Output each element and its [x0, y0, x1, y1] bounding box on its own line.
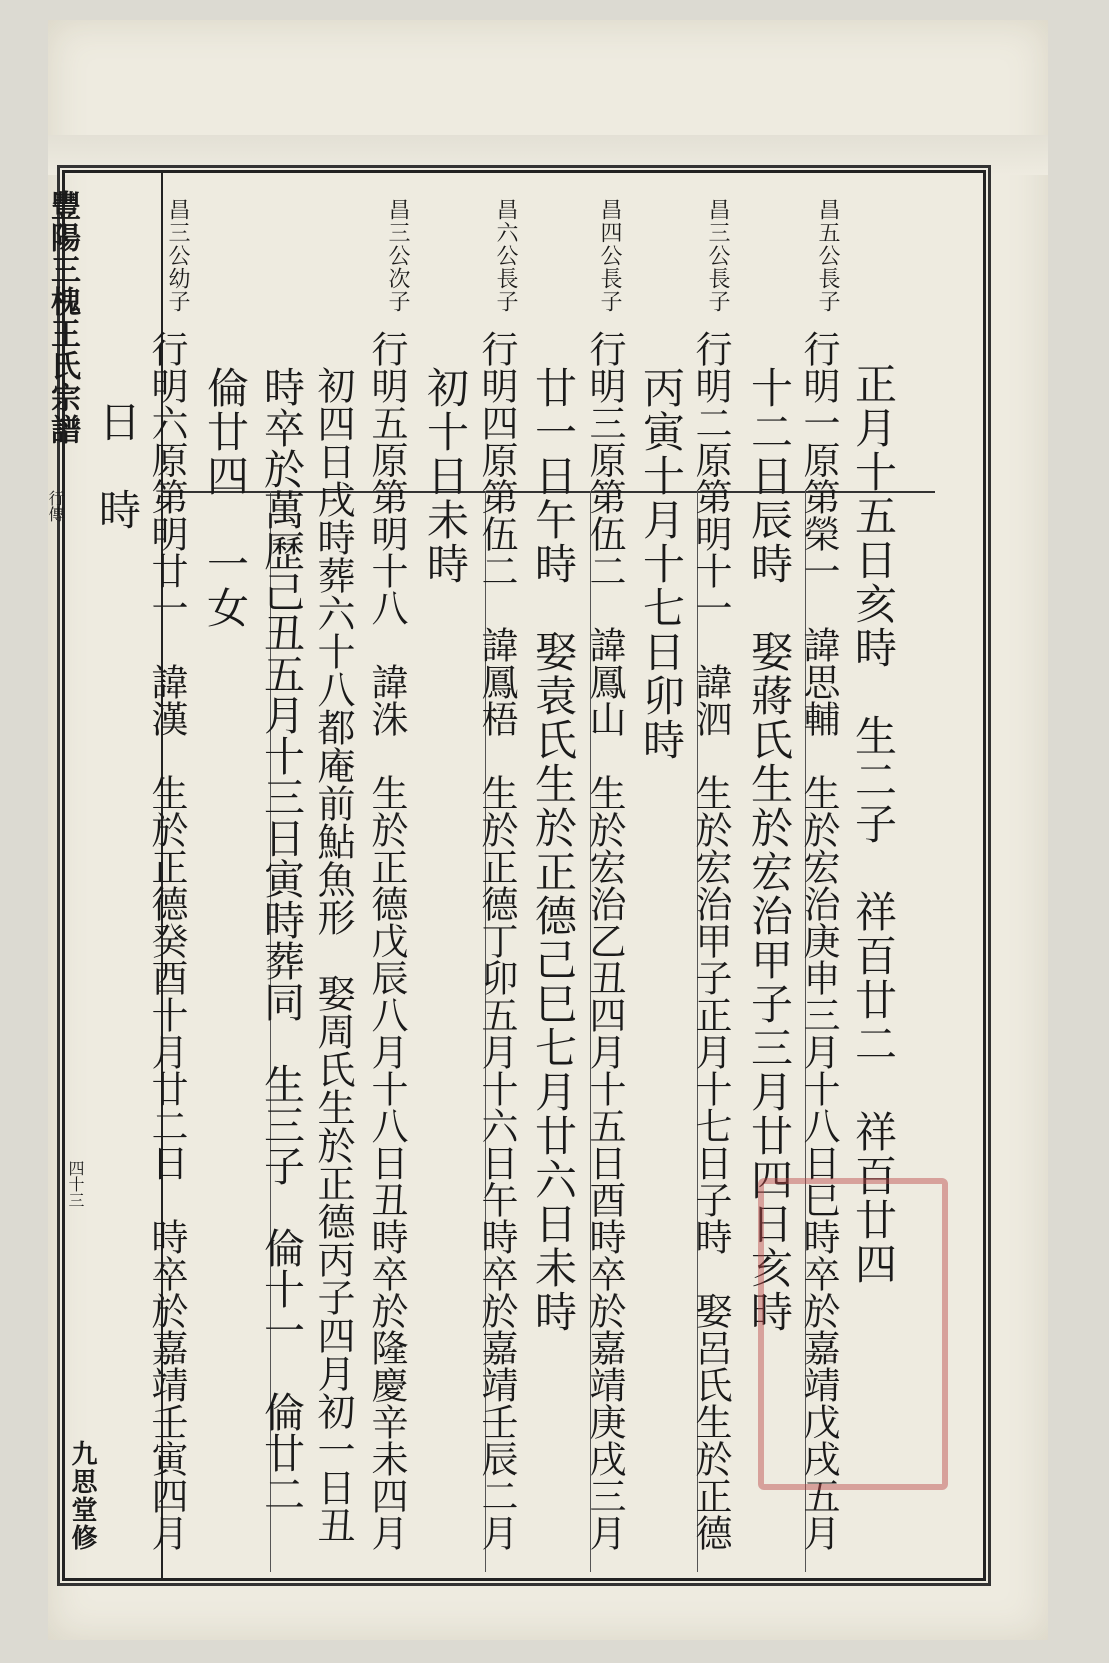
entry-line: 日 時 [93, 400, 142, 532]
footer-hall-name: 九思堂修 [67, 1440, 97, 1552]
entry-line: 行明一原第榮一 諱思輔 生於宏治庚申三月十八日巳時卒於嘉靖戊戌五月 [797, 330, 840, 1551]
entry-line: 倫廿四 一女 [201, 366, 250, 630]
column-header-1: 昌五公長子 [815, 198, 840, 313]
entry-line: 行明三原第伍二 諱鳳山 生於宏治乙丑四月十五日酉時卒於嘉靖庚戌三月 [583, 330, 626, 1551]
column-header-2: 昌三公長子 [705, 198, 730, 313]
library-seal [758, 1178, 948, 1490]
entry-line: 行明五原第明十八 諱洙 生於正德戊辰八月十八日丑時卒於隆慶辛未四月 [365, 330, 408, 1551]
entry-line: 丙寅十月十七日卯時 [637, 366, 686, 762]
column-header-4: 昌六公長子 [493, 198, 518, 313]
column-header-3: 昌四公長子 [597, 198, 622, 313]
entry-line: 行明六原第明廿一 諱漢 生於正德癸酉十月廿二日 時卒於嘉靖壬寅四月 [145, 330, 188, 1551]
paper-tear [48, 135, 1048, 175]
entry-line: 初十日未時 [421, 366, 470, 586]
entry-line: 行明二原第明十一 諱泗 生於宏治甲子正月十七日子時 娶呂氏生於正德 [689, 330, 732, 1551]
entry-continuation: 正月十五日亥時 生二子 祥百廿二 祥百廿四 [849, 362, 898, 1286]
book-title: 豐陽三槐王氏宗譜 [45, 190, 80, 446]
entry-line: 時卒於萬歷己丑五月十三日寅時葬同 生三子 倫十一 倫廿二 [257, 366, 305, 1514]
page-number: 四十三 [66, 1160, 85, 1208]
entry-line: 行明四原第伍二 諱鳳梧 生於正德丁卯五月十六日午時卒於嘉靖壬辰二月 [475, 330, 518, 1551]
entry-line: 廿一日午時 娶袁氏生於正德己巳七月廿六日未時 [529, 366, 578, 1334]
column-header-6: 昌三公幼子 [165, 198, 190, 313]
section-label: 行傳 [46, 490, 65, 522]
entry-line: 初四日戌時葬六十八都庵前鮎魚形 娶周氏生於正德丙子四月初一日丑 [311, 366, 355, 1544]
column-header-5: 昌三公次子 [385, 198, 410, 313]
entry-line: 十二日辰時 娶蔣氏生於宏治甲子三月廿四日亥時 [745, 366, 794, 1334]
